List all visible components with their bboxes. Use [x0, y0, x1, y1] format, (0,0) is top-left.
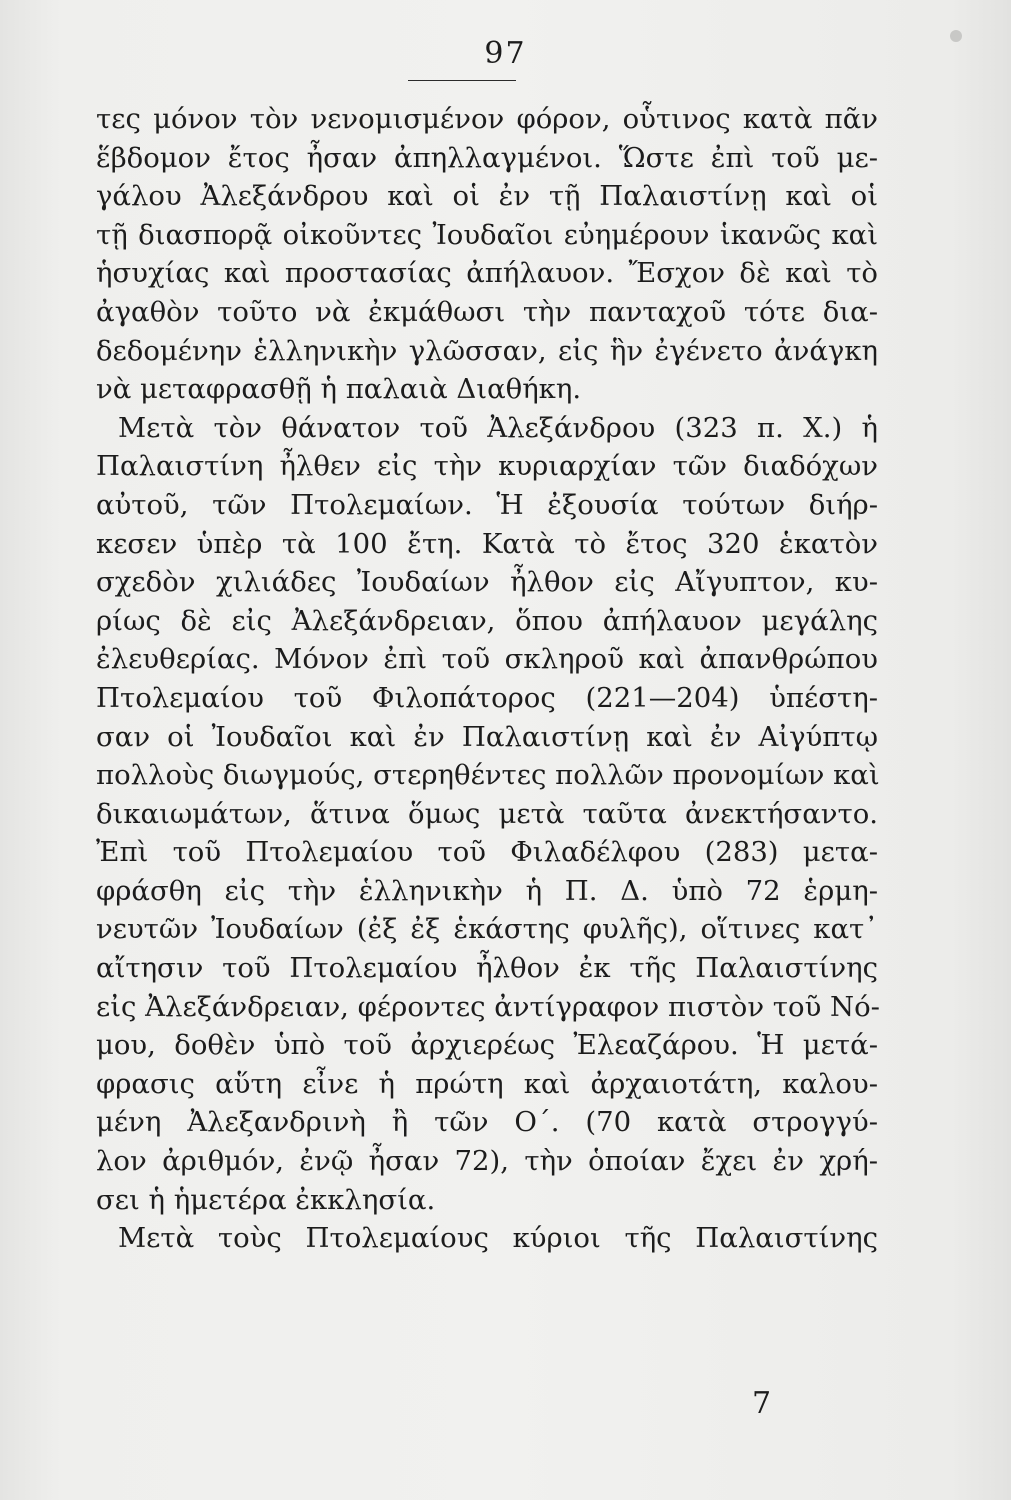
- text-line: μου, δοθὲν ὑπὸ τοῦ ἀρχιερέως Ἐλεαζάρου. Ἡ μετά-: [96, 1029, 878, 1062]
- body-text: [96, 100, 878, 1258]
- text-line: τες μόνον τὸν νενομισμένον φόρον, οὗτινος κατὰ πᾶν: [96, 103, 878, 135]
- text-line: πολλοὺς διωγμούς, στερηθέντες πολλῶν προνομίων καὶ: [96, 759, 880, 792]
- text-line: τῇ διασπορᾷ οἰκοῦντες Ἰουδαῖοι εὐημέρουν ἱκανῶς καὶ: [96, 218, 878, 251]
- text-line: νὰ μεταφρασθῇ ἡ παλαιὰ Διαθήκη.: [96, 373, 582, 406]
- text-line: ἡσυχίας καὶ προστασίας ἀπήλαυον. Ἔσχον δὲ καὶ τὸ: [96, 257, 878, 290]
- text-line: Παλαιστίνη ἦλθεν εἰς τὴν κυριαρχίαν τῶν διαδόχων: [96, 450, 878, 483]
- text-line: σχεδὸν χιλιάδες Ἰουδαίων ἦλθον εἰς Αἴγυπτον, κυ-: [96, 566, 878, 599]
- text-line: σει ἡ ἡμετέρα ἐκκλησία.: [96, 1183, 436, 1216]
- text-line: Μετὰ τοὺς Πτολεμαίους κύριοι τῆς Παλαιστίνης: [118, 1222, 878, 1255]
- text-line: ἐλευθερίας. Μόνον ἐπὶ τοῦ σκληροῦ καὶ ἀπανθρώπου: [96, 643, 878, 676]
- text-line: δεδομένην ἑλληνικὴν γλῶσσαν, εἰς ἣν ἐγένετο ἀνάγκη: [96, 334, 878, 367]
- text-line: φρασις αὕτη εἶνε ἡ πρώτη καὶ ἀρχαιοτάτη, καλου-: [96, 1067, 878, 1100]
- text-line: ἀγαθὸν τοῦτο νὰ ἐκμάθωσι τὴν πανταχοῦ τότε δια-: [96, 295, 878, 328]
- signature-mark: 7: [752, 1386, 772, 1421]
- text-line: Πτολεμαίου τοῦ Φιλοπάτορος (221—204) ὑπέστη-: [96, 681, 878, 714]
- text-line: γάλου Ἀλεξάνδρου καὶ οἱ ἐν τῇ Παλαιστίνῃ καὶ οἱ: [96, 180, 878, 213]
- text-line: λον ἀριθμόν, ἐνῷ ἦσαν 72), τὴν ὁποίαν ἔχει ἐν χρή-: [96, 1145, 878, 1178]
- page-number: 97: [484, 36, 527, 71]
- text-line: αἴτησιν τοῦ Πτολεμαίου ἦλθον ἐκ τῆς Παλαιστίνης: [96, 952, 878, 985]
- text-line: εἰς Ἀλεξάνδρειαν, φέροντες ἀντίγραφον πιστὸν τοῦ Νό-: [96, 990, 880, 1023]
- text-line: αὐτοῦ, τῶν Πτολεμαίων. Ἡ ἐξουσία τούτων διήρ-: [96, 488, 878, 521]
- text-line: κεσεν ὑπὲρ τὰ 100 ἔτη. Κατὰ τὸ ἔτος 320 ἑκατὸν: [96, 527, 878, 560]
- text-line: νευτῶν Ἰουδαίων (ἐξ ἐξ ἑκάστης φυλῆς), οἵτινες κατ᾽: [96, 913, 878, 946]
- text-line: Ἐπὶ τοῦ Πτολεμαίου τοῦ Φιλαδέλφου (283) μετα-: [96, 836, 878, 869]
- text-line: δικαιωμάτων, ἅτινα ὅμως μετὰ ταῦτα ἀνεκτήσαντο.: [96, 797, 878, 830]
- text-line: ρίως δὲ εἰς Ἀλεξάνδρειαν, ὅπου ἀπήλαυον μεγάλης: [96, 604, 878, 637]
- text-line: μένη Ἀλεξανδρινὴ ἢ τῶν Ο΄. (70 κατὰ στρογγύ-: [96, 1106, 878, 1139]
- text-line: ἕβδομον ἔτος ἦσαν ἀπηλλαγμένοι. Ὥστε ἐπὶ τοῦ με-: [96, 141, 878, 174]
- text-line: φράσθη εἰς τὴν ἑλληνικὴν ἡ Π. Δ. ὑπὸ 72 ἑρμη-: [96, 874, 878, 907]
- header-rule: [408, 80, 516, 81]
- text-line: Μετὰ τὸν θάνατον τοῦ Ἀλεξάνδρου (323 π. Χ.) ἡ: [118, 411, 878, 444]
- text-line: σαν οἱ Ἰουδαῖοι καὶ ἐν Παλαιστίνῃ καὶ ἐν Αἰγύπτῳ: [96, 720, 878, 753]
